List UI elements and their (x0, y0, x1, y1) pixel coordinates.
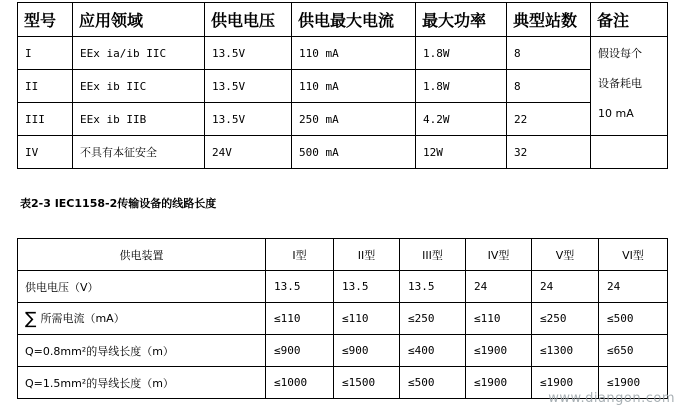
cell-voltage: 24V (205, 136, 292, 169)
header-application: 应用领域 (73, 3, 205, 37)
table-cell: 13.5 (266, 271, 334, 303)
header-supply-voltage: 供电电压 (205, 3, 292, 37)
table-cell: 24 (599, 271, 668, 303)
table-row (18, 103, 668, 136)
cell-current: 110 mA (292, 70, 416, 103)
table-cell: ≤650 (599, 335, 668, 367)
table-cell: ≤500 (400, 367, 466, 399)
cell-type: II (18, 70, 73, 103)
table-cell: ≤1900 (532, 367, 599, 399)
table-cell: ≤400 (400, 335, 466, 367)
table-cell: ≤1900 (466, 335, 532, 367)
table-cell: ≤500 (599, 303, 668, 335)
table2-header-row (18, 239, 668, 271)
cell-current: 500 mA (292, 136, 416, 169)
line-length-table (17, 238, 668, 399)
table-row (18, 37, 668, 70)
table-cell: ≤250 (400, 303, 466, 335)
table-cell: ≤110 (466, 303, 532, 335)
header-type: 型号 (18, 3, 73, 37)
table-row (18, 303, 668, 335)
cell-remarks-empty (591, 136, 668, 169)
cell-power: 4.2W (416, 103, 507, 136)
table-cell: 24 (466, 271, 532, 303)
power-supply-types-table (17, 2, 668, 169)
cell-type: III (18, 103, 73, 136)
table-row (18, 70, 668, 103)
cell-power: 1.8W (416, 37, 507, 70)
cell-type: IV (18, 136, 73, 169)
header-type-vi: VI型 (599, 239, 668, 271)
row-label: 所需电流（mA） (40, 311, 125, 325)
table-cell: ≤250 (532, 303, 599, 335)
row-label-cell (18, 303, 266, 335)
table-cell: ≤110 (266, 303, 334, 335)
cell-application: EEx ia/ib IIC (73, 37, 205, 70)
cell-type: I (18, 37, 73, 70)
cell-stations: 22 (507, 103, 591, 136)
cell-voltage: 13.5V (205, 70, 292, 103)
cell-power: 1.8W (416, 70, 507, 103)
cell-current: 110 mA (292, 37, 416, 70)
row-label: Q=0.8mm²的导线长度（m） (18, 335, 266, 367)
cell-application: EEx ib IIC (73, 70, 205, 103)
cell-stations: 8 (507, 37, 591, 70)
table1-header-row (18, 3, 668, 37)
header-type-v: V型 (532, 239, 599, 271)
header-type-iv: IV型 (466, 239, 532, 271)
cell-current: 250 mA (292, 103, 416, 136)
remarks-cell (591, 37, 668, 136)
header-type-ii: II型 (334, 239, 400, 271)
table-cell: ≤1000 (266, 367, 334, 399)
table-cell: ≤1900 (466, 367, 532, 399)
cell-voltage: 13.5V (205, 103, 292, 136)
cell-application: EEx ib IIB (73, 103, 205, 136)
table2-caption: 表2-3 IEC1158-2传输设备的线路长度 (20, 197, 217, 210)
cell-stations: 32 (507, 136, 591, 169)
table-cell: ≤110 (334, 303, 400, 335)
header-type-i: I型 (266, 239, 334, 271)
table-row (18, 136, 668, 169)
header-typical-stations: 典型站数 (507, 3, 591, 37)
cell-application: 不具有本征安全 (73, 136, 205, 169)
cell-power: 12W (416, 136, 507, 169)
table-row (18, 335, 668, 367)
header-max-current: 供电最大电流 (292, 3, 416, 37)
sigma-symbol: ∑ (25, 308, 37, 329)
table-row (18, 271, 668, 303)
remarks-line: 10 mA (598, 107, 634, 120)
table-cell: ≤900 (334, 335, 400, 367)
header-type-iii: III型 (400, 239, 466, 271)
row-label: Q=1.5mm²的导线长度（m） (18, 367, 266, 399)
remarks-line: 假设每个 (598, 47, 642, 60)
table-cell: ≤900 (266, 335, 334, 367)
row-label: 供电电压（V） (18, 271, 266, 303)
table-cell: 13.5 (400, 271, 466, 303)
header-remarks: 备注 (591, 3, 668, 37)
table-cell: 13.5 (334, 271, 400, 303)
table-cell: ≤1500 (334, 367, 400, 399)
cell-stations: 8 (507, 70, 591, 103)
table-cell: ≤1300 (532, 335, 599, 367)
cell-voltage: 13.5V (205, 37, 292, 70)
remarks-line: 设备耗电 (598, 77, 642, 90)
table-cell: ≤1900 (599, 367, 668, 399)
table-cell: 24 (532, 271, 599, 303)
watermark: www.diangon.com (548, 391, 675, 406)
header-power-device: 供电装置 (18, 239, 266, 271)
header-max-power: 最大功率 (416, 3, 507, 37)
